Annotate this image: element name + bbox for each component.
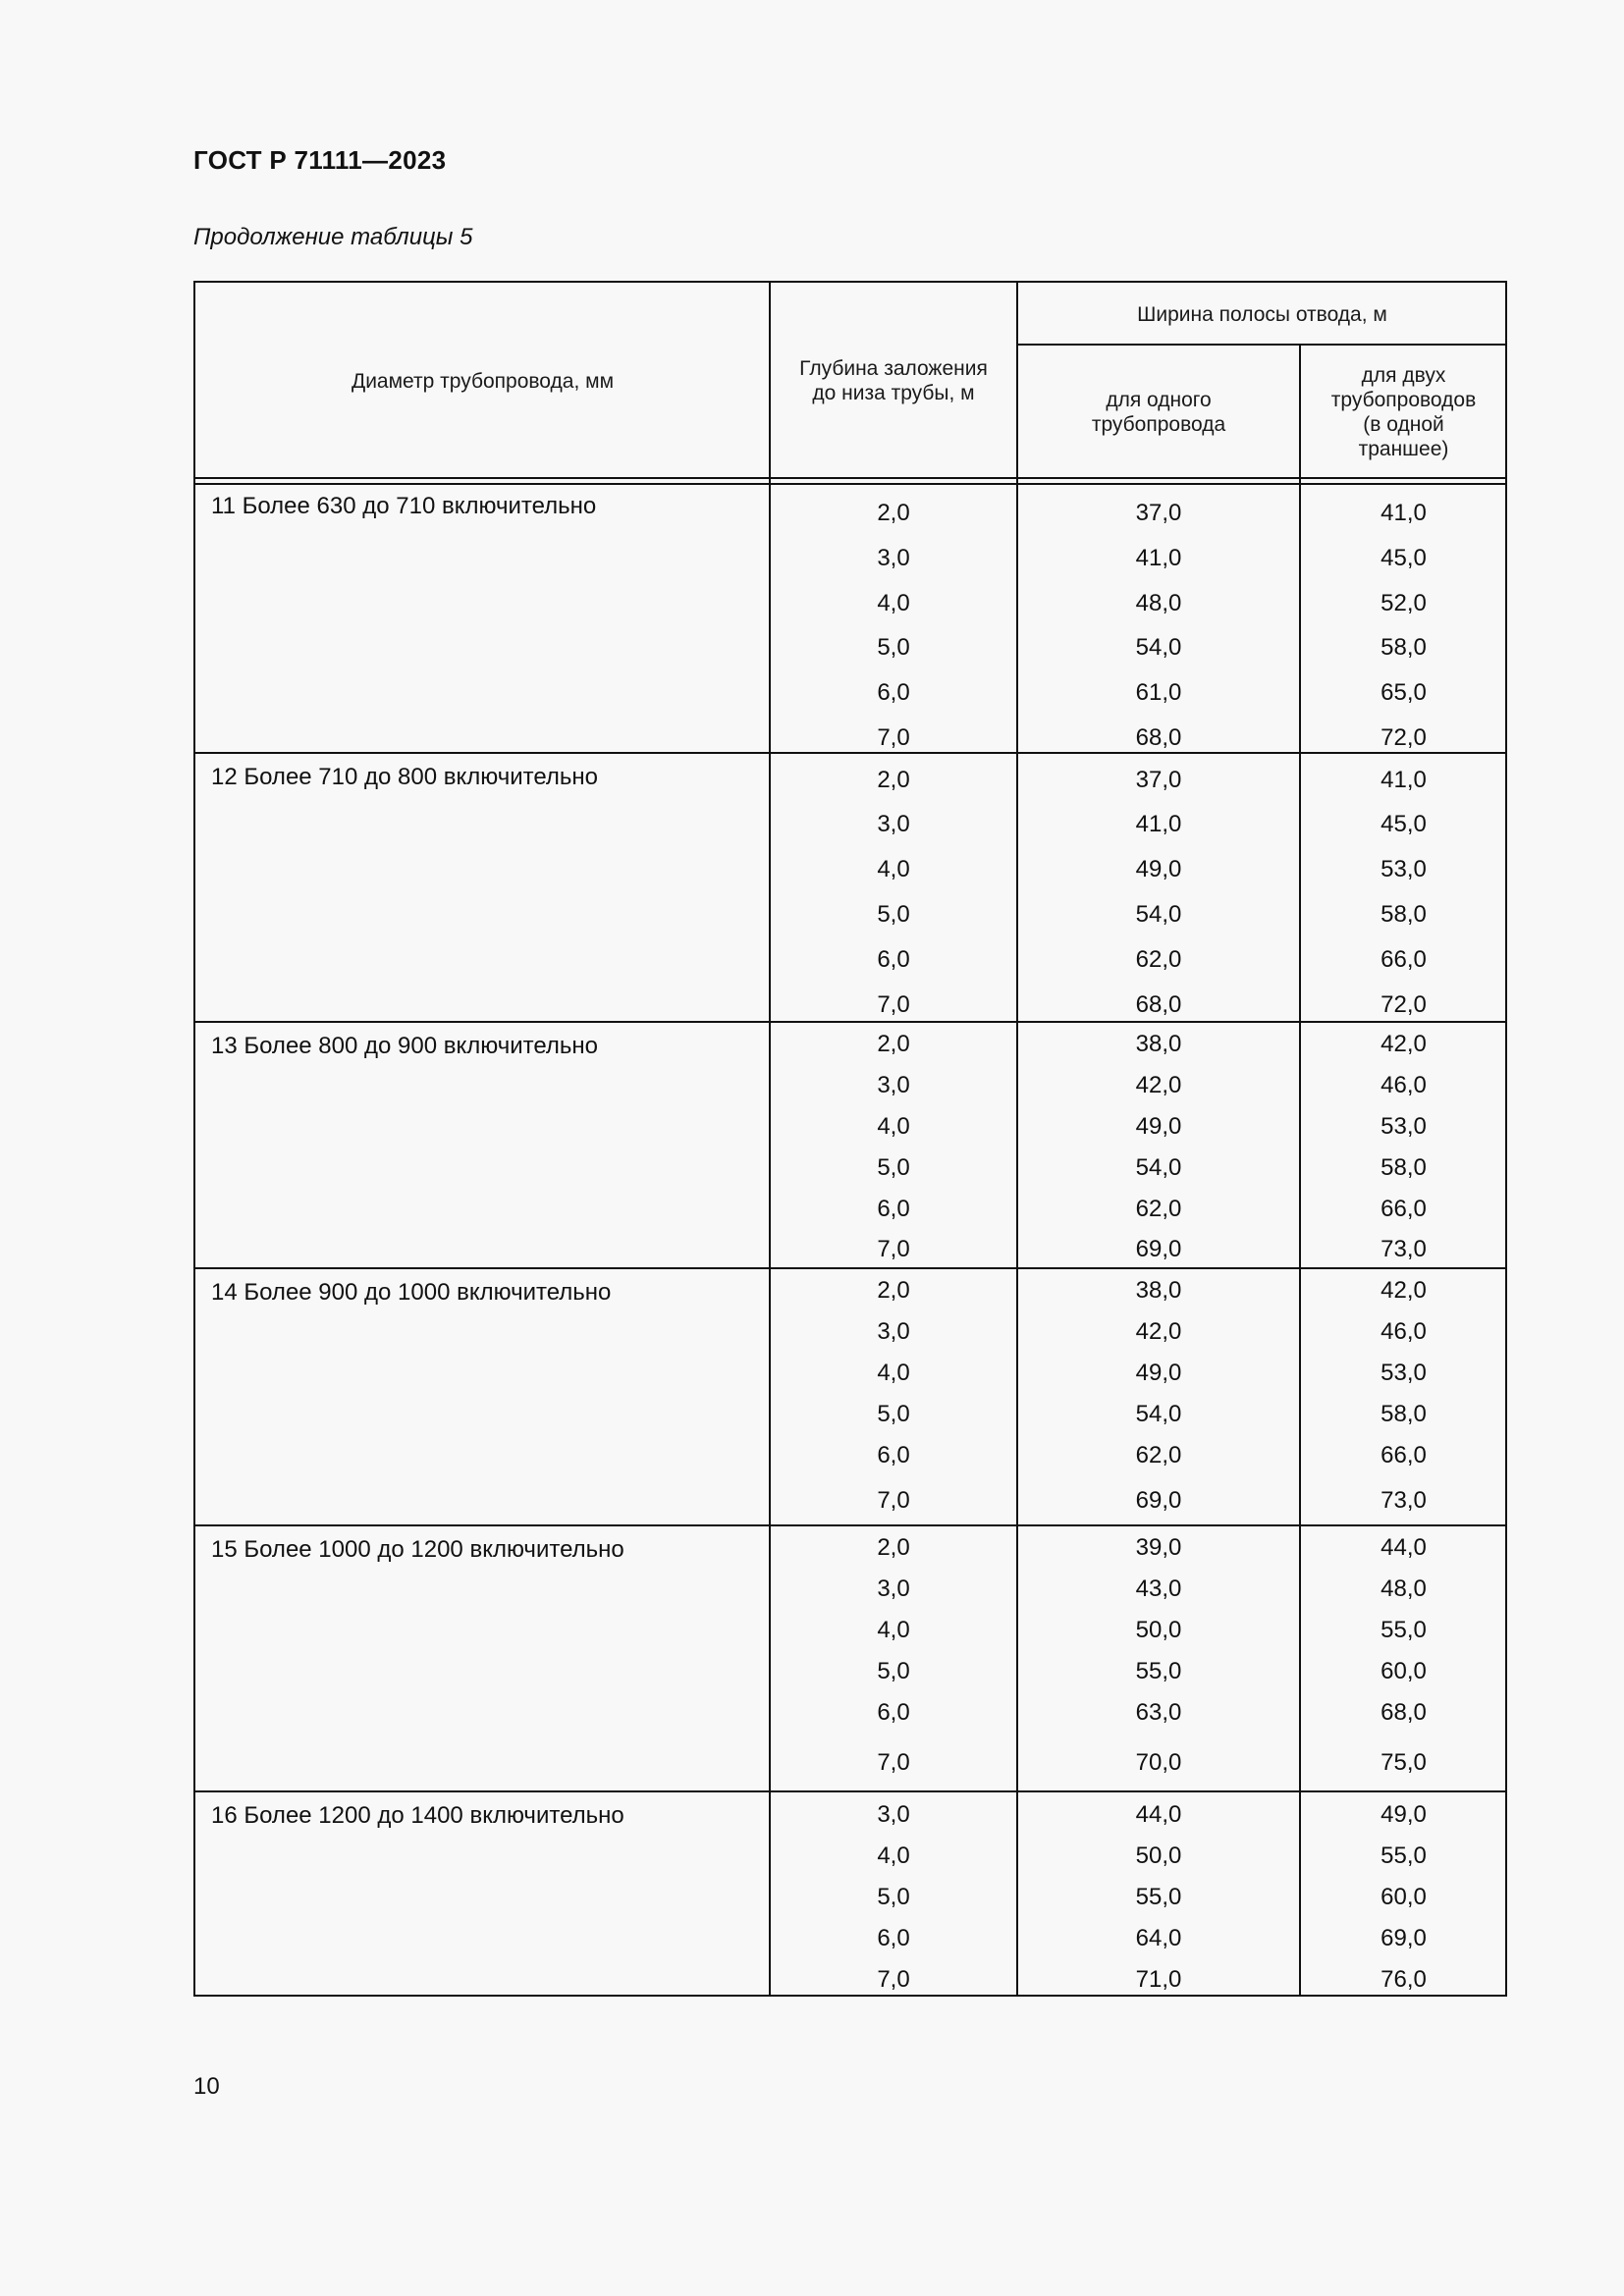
depth-cell: 4,0	[877, 590, 910, 616]
single-width-cell: 55,0	[1135, 1884, 1182, 1910]
depth-cell: 4,0	[877, 1360, 910, 1386]
double-width-cell: 41,0	[1380, 767, 1427, 793]
single-width-cell: 42,0	[1135, 1318, 1182, 1345]
group-label: 14 Более 900 до 1000 включительно	[211, 1279, 612, 1306]
group-divider	[195, 1021, 1505, 1023]
depth-cell: 5,0	[877, 1154, 910, 1181]
single-width-cell: 55,0	[1135, 1658, 1182, 1684]
double-width-cell: 42,0	[1380, 1031, 1427, 1057]
double-width-cell: 72,0	[1380, 991, 1427, 1018]
depth-cell: 4,0	[877, 1842, 910, 1869]
double-width-cell: 66,0	[1380, 946, 1427, 973]
single-width-cell: 50,0	[1135, 1617, 1182, 1643]
double-width-cell: 58,0	[1380, 1401, 1427, 1427]
group-divider	[195, 1790, 1505, 1792]
single-width-cell: 62,0	[1135, 946, 1182, 973]
depth-cell: 7,0	[877, 724, 910, 751]
double-width-cell: 73,0	[1380, 1487, 1427, 1514]
double-width-cell: 46,0	[1380, 1318, 1427, 1345]
double-width-cell: 58,0	[1380, 901, 1427, 928]
single-width-cell: 62,0	[1135, 1442, 1182, 1468]
table-caption: Продолжение таблицы 5	[193, 224, 473, 250]
single-width-cell: 42,0	[1135, 1072, 1182, 1098]
depth-cell: 3,0	[877, 545, 910, 571]
header-single: для одного трубопровода	[1091, 389, 1226, 436]
double-width-cell: 48,0	[1380, 1575, 1427, 1602]
document-code: ГОСТ Р 71111—2023	[193, 145, 447, 175]
double-width-cell: 53,0	[1380, 856, 1427, 882]
single-width-cell: 54,0	[1135, 1154, 1182, 1181]
header-double: для двух трубопроводов (в одной траншее)	[1330, 364, 1477, 460]
depth-cell: 3,0	[877, 1575, 910, 1602]
group-label: 16 Более 1200 до 1400 включительно	[211, 1802, 624, 1829]
single-width-cell: 43,0	[1135, 1575, 1182, 1602]
depth-cell: 7,0	[877, 1749, 910, 1776]
depth-cell: 3,0	[877, 811, 910, 837]
single-width-cell: 69,0	[1135, 1487, 1182, 1514]
depth-cell: 7,0	[877, 1236, 910, 1262]
single-width-cell: 37,0	[1135, 500, 1182, 526]
double-width-cell: 66,0	[1380, 1442, 1427, 1468]
single-width-cell: 49,0	[1135, 1113, 1182, 1140]
depth-cell: 3,0	[877, 1801, 910, 1828]
double-width-cell: 76,0	[1380, 1966, 1427, 1993]
double-width-cell: 46,0	[1380, 1072, 1427, 1098]
data-table	[193, 281, 1507, 1997]
depth-cell: 2,0	[877, 1277, 910, 1304]
depth-cell: 5,0	[877, 634, 910, 661]
page-number: 10	[193, 2073, 220, 2100]
single-width-cell: 50,0	[1135, 1842, 1182, 1869]
single-width-cell: 69,0	[1135, 1236, 1182, 1262]
double-width-cell: 45,0	[1380, 811, 1427, 837]
depth-cell: 7,0	[877, 1966, 910, 1993]
single-width-cell: 54,0	[1135, 634, 1182, 661]
single-width-cell: 63,0	[1135, 1699, 1182, 1726]
group-label: 11 Более 630 до 710 включительно	[211, 493, 597, 519]
single-width-cell: 39,0	[1135, 1534, 1182, 1561]
depth-cell: 6,0	[877, 946, 910, 973]
single-width-cell: 68,0	[1135, 991, 1182, 1018]
double-width-cell: 58,0	[1380, 634, 1427, 661]
depth-cell: 6,0	[877, 1442, 910, 1468]
depth-cell: 3,0	[877, 1072, 910, 1098]
single-width-cell: 37,0	[1135, 767, 1182, 793]
double-width-cell: 55,0	[1380, 1842, 1427, 1869]
depth-cell: 2,0	[877, 500, 910, 526]
header-divider	[1016, 344, 1505, 346]
depth-cell: 5,0	[877, 901, 910, 928]
double-width-cell: 60,0	[1380, 1658, 1427, 1684]
header-depth: Глубина заложения до низа трубы, м	[799, 357, 988, 404]
depth-cell: 6,0	[877, 679, 910, 706]
depth-cell: 6,0	[877, 1699, 910, 1726]
double-width-cell: 53,0	[1380, 1113, 1427, 1140]
double-width-cell: 66,0	[1380, 1196, 1427, 1222]
single-width-cell: 41,0	[1135, 811, 1182, 837]
depth-cell: 7,0	[877, 1487, 910, 1514]
group-label: 13 Более 800 до 900 включительно	[211, 1033, 599, 1059]
depth-cell: 3,0	[877, 1318, 910, 1345]
single-width-cell: 38,0	[1135, 1031, 1182, 1057]
double-width-cell: 49,0	[1380, 1801, 1427, 1828]
depth-cell: 5,0	[877, 1884, 910, 1910]
depth-cell: 6,0	[877, 1196, 910, 1222]
double-width-cell: 44,0	[1380, 1534, 1427, 1561]
depth-cell: 2,0	[877, 1031, 910, 1057]
depth-cell: 6,0	[877, 1925, 910, 1951]
depth-cell: 5,0	[877, 1658, 910, 1684]
double-width-cell: 69,0	[1380, 1925, 1427, 1951]
group-divider	[195, 1267, 1505, 1269]
single-width-cell: 49,0	[1135, 1360, 1182, 1386]
group-divider	[195, 1524, 1505, 1526]
single-width-cell: 71,0	[1135, 1966, 1182, 1993]
single-width-cell: 61,0	[1135, 679, 1182, 706]
double-width-cell: 73,0	[1380, 1236, 1427, 1262]
single-width-cell: 54,0	[1135, 901, 1182, 928]
header-double-rule	[195, 477, 1505, 485]
depth-cell: 4,0	[877, 1113, 910, 1140]
double-width-cell: 75,0	[1380, 1749, 1427, 1776]
single-width-cell: 49,0	[1135, 856, 1182, 882]
depth-cell: 4,0	[877, 1617, 910, 1643]
double-width-cell: 45,0	[1380, 545, 1427, 571]
group-divider	[195, 752, 1505, 754]
header-diameter: Диаметр трубопровода, мм	[351, 369, 615, 393]
double-width-cell: 58,0	[1380, 1154, 1427, 1181]
single-width-cell: 48,0	[1135, 590, 1182, 616]
depth-cell: 2,0	[877, 767, 910, 793]
double-width-cell: 65,0	[1380, 679, 1427, 706]
single-width-cell: 68,0	[1135, 724, 1182, 751]
single-width-cell: 64,0	[1135, 1925, 1182, 1951]
group-label: 15 Более 1000 до 1200 включительно	[211, 1536, 624, 1563]
depth-cell: 4,0	[877, 856, 910, 882]
double-width-cell: 41,0	[1380, 500, 1427, 526]
double-width-cell: 68,0	[1380, 1699, 1427, 1726]
depth-cell: 7,0	[877, 991, 910, 1018]
double-width-cell: 53,0	[1380, 1360, 1427, 1386]
depth-cell: 2,0	[877, 1534, 910, 1561]
double-width-cell: 55,0	[1380, 1617, 1427, 1643]
double-width-cell: 72,0	[1380, 724, 1427, 751]
double-width-cell: 52,0	[1380, 590, 1427, 616]
single-width-cell: 44,0	[1135, 1801, 1182, 1828]
single-width-cell: 41,0	[1135, 545, 1182, 571]
single-width-cell: 54,0	[1135, 1401, 1182, 1427]
double-width-cell: 42,0	[1380, 1277, 1427, 1304]
single-width-cell: 62,0	[1135, 1196, 1182, 1222]
single-width-cell: 38,0	[1135, 1277, 1182, 1304]
depth-cell: 5,0	[877, 1401, 910, 1427]
double-width-cell: 60,0	[1380, 1884, 1427, 1910]
group-label: 12 Более 710 до 800 включительно	[211, 764, 599, 790]
header-width-group: Ширина полосы отвода, м	[1137, 302, 1387, 326]
single-width-cell: 70,0	[1135, 1749, 1182, 1776]
